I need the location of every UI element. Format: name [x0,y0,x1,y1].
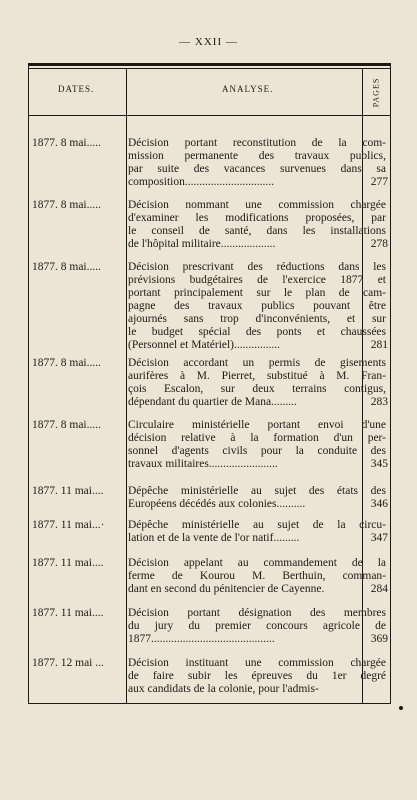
entry-page-number: 277 [370,176,388,188]
description-line: Dépêche ministérielle au sujet de la circu- [128,519,386,531]
entry-page-number: 283 [370,396,388,408]
description-line: prévisions budgétaires de l'exercice 1877 et [128,274,386,286]
entry-description [128,557,386,596]
description-line: Décision instituant une commission chargée [128,657,386,669]
description-line: (Personnel et Matériel)................ [128,339,281,351]
description-line: ajournés sans trop d'inconvénients, et sur [128,313,386,325]
right-border [390,63,391,704]
top-rule-thick [28,63,390,66]
entry-date: 1877. 12 mai ... [32,657,104,669]
description-line: par suite des vacances survenues dans sa [128,163,386,175]
entry-page-number: 345 [370,458,388,470]
entry-description [128,199,386,251]
description-line: Dépêche ministérielle au sujet des états des [128,485,386,497]
description-line: dant en second du pénitencier de Cayenne. [128,583,325,595]
description-line: Européens décédés aux colonies.......... [128,498,306,510]
margin-dot [399,706,403,710]
description-line: ferme de Kourou M. Berthuin, comman- [128,570,386,582]
bottom-rule [28,703,390,704]
entry-page-number: 281 [370,339,388,351]
description-line: Décision portant reconstitution de la com- [128,137,386,149]
entry-description [128,485,386,511]
entry-description [128,357,386,409]
entry-date: 1877. 11 mai.... [32,607,104,619]
description-line: de l'hôpital militaire................... [128,238,276,250]
description-line: dépendant du quartier de Mana......... [128,396,297,408]
header-rule [28,115,390,116]
entry-date: 1877. 8 mai..... [32,419,101,431]
description-line: pagne des travaux publics pouvant être [128,300,386,312]
dates-column-divider [126,68,127,704]
description-line: de faire subir les épreuves du 1er degré [128,670,386,682]
entry-page-number: 284 [370,583,388,595]
entry-date: 1877. 11 mai.... [32,557,104,569]
entry-date: 1877. 8 mai..... [32,261,101,273]
entry-description [128,657,386,696]
left-border [28,63,29,704]
description-line: çois Escalon, sur deux terrains contigus, [128,383,386,395]
description-line: portant principalement sur le plan de cam- [128,287,386,299]
description-line: Décision accordant un permis de gisements [128,357,386,369]
description-line: Décision appelant au commandement de la [128,557,386,569]
entry-description [128,419,386,471]
column-header-dates: DATES. [58,84,95,94]
entry-page-number: 346 [370,498,388,510]
description-line: Décision portant désignation des membres [128,607,386,619]
entry-description [128,261,386,352]
description-line: aurifères à M. Pierret, substitué à M. Fran- [128,370,386,382]
description-line: Décision nommant une commission chargée [128,199,386,211]
entry-date: 1877. 11 mai...· [32,519,105,531]
description-line: lation et de la vente de l'or natif......... [128,532,300,544]
description-line: Circulaire ministérielle portant envoi d'une [128,419,386,431]
entry-page-number: 347 [370,532,388,544]
column-header-pages: PAGES [371,77,381,107]
description-line: d'examiner les modifications proposées, par [128,212,386,224]
description-line: 1877........................................... [128,633,275,645]
description-line: décision relative à la formation d'un per- [128,432,386,444]
description-line: sonnel d'agents civils pour la conduite des [128,445,386,457]
column-header-analyse: ANALYSE. [222,84,274,94]
description-line: mission permanente des travaux publics, [128,150,386,162]
entry-date: 1877. 11 mai.... [32,485,104,497]
entry-page-number: 369 [370,633,388,645]
description-line: le budget spécial des ponts et chaussées [128,326,386,338]
entry-date: 1877. 8 mai..... [32,357,101,369]
description-line: aux candidats de la colonie, pour l'admis- [128,683,319,695]
top-rule-thin [28,68,390,69]
entry-page-number: 278 [370,238,388,250]
entry-date: 1877. 8 mai..... [32,137,101,149]
description-line: composition............................... [128,176,274,188]
entry-description [128,137,386,189]
entry-date: 1877. 8 mai..... [32,199,101,211]
description-line: le conseil de santé, dans les installations [128,225,386,237]
entry-description [128,519,386,545]
description-line: du jury du premier concours agricole de [128,620,386,632]
entry-description [128,607,386,646]
description-line: travaux militaires........................ [128,458,278,470]
page-header: — XXII — [179,36,238,48]
description-line: Décision prescrivant des réductions dans les [128,261,386,273]
